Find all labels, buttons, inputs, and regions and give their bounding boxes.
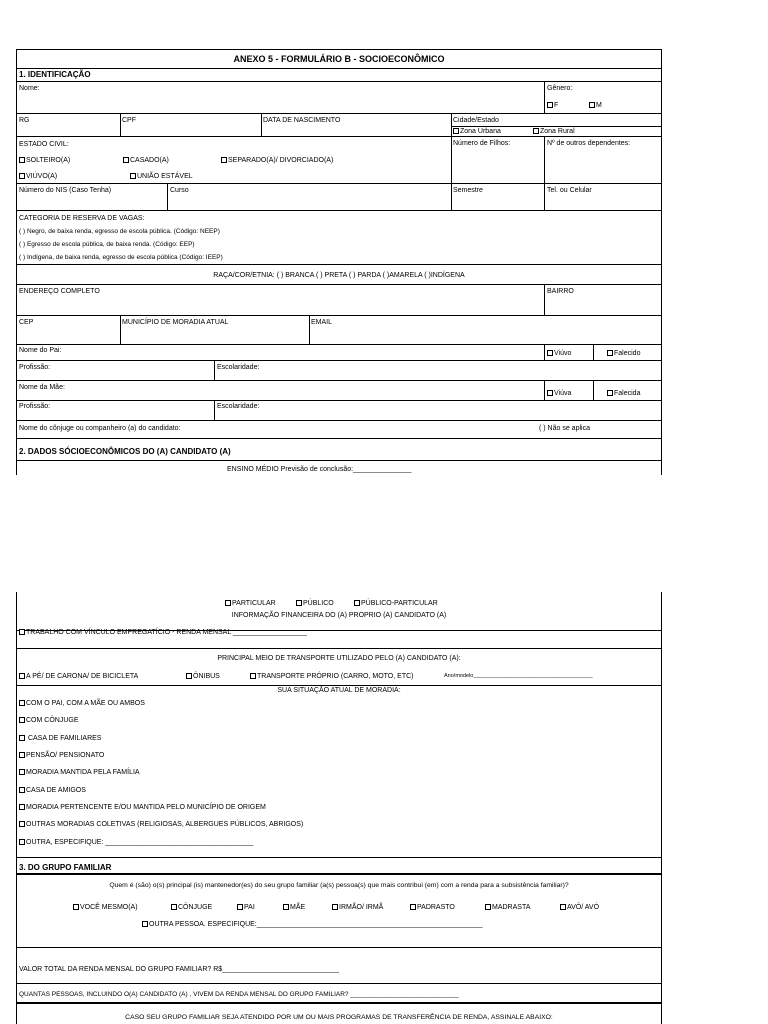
separado-option[interactable]: SEPARADO(A)/ DIVORCIADO(A) [221,156,333,165]
particular-option[interactable]: PARTICULAR [225,599,276,608]
checkbox-icon[interactable] [19,787,25,793]
checkbox-icon[interactable] [19,717,25,723]
raca-row [17,265,661,285]
pai-profissao-row [17,361,661,381]
moradia-heading: SUA SITUAÇÃO ATUAL DE MORADIA: [277,687,401,694]
cidade-estado-label: Cidade/Estado [453,117,499,124]
moradia-option-pais[interactable]: COM O PAI, COM A MÃE OU AMBOS [19,699,145,708]
checkbox-icon[interactable] [19,804,25,810]
programas-transferencia-heading: CASO SEU GRUPO FAMILIAR SEJA ATENDIDO POR UM OU MAIS PROGRAMAS DE TRANSFERÊNCIA DE RENDA, ASSINALE ABAIXO: [125,1014,553,1021]
checkbox-icon[interactable] [19,673,25,679]
estado-civil-label: ESTADO CIVIL: [19,141,69,148]
num-filhos-label: Número de Filhos: [453,140,511,147]
checkbox-icon[interactable] [130,173,136,179]
checkbox-icon[interactable] [547,350,553,356]
conjuge-label: Nome do cônjuge ou companheiro (a) do candidato: [19,425,181,432]
cep-label: CEP [19,319,34,326]
ensino-medio-conclusao: ENSINO MÉDIO Previsão de conclusão:_______________ [227,466,412,473]
pai-label: Nome do Pai: [19,347,62,354]
checkbox-icon[interactable] [123,157,129,163]
section-2-heading-row [17,439,661,461]
genero-label: Gênero: [547,85,573,92]
nis-label: Número do NIS (Caso Tenha) [19,187,112,194]
checkbox-icon[interactable] [186,673,192,679]
renda-total-row [17,948,661,984]
mae-escolaridade-label: Escolaridade: [217,403,260,410]
checkbox-icon[interactable] [533,128,539,134]
pessoas-field[interactable]: QUANTAS PESSOAS, INCLUINDO O(A) CANDIDATO (A) , VIVEM DA RENDA MENSAL DO GRUPO FAMILIAR? ______________________________ [19,991,459,998]
checkbox-icon[interactable] [332,904,338,910]
checkbox-icon[interactable] [547,390,553,396]
zona-urbana-option[interactable]: Zona Urbana [453,127,501,136]
curso-label: Curso [170,187,189,194]
renda-total-field[interactable]: VALOR TOTAL DA RENDA MENSAL DO GRUPO FAMILIAR? R$______________________________ [19,966,339,973]
pai-falecido-option[interactable]: Falecido [607,349,640,358]
solteiro-option[interactable]: SOLTEIRO(A) [19,156,70,165]
conjuge-row [17,421,661,439]
genero-m-option[interactable]: M [589,101,602,110]
onibus-option[interactable]: ÔNIBUS [186,672,220,681]
moradia-option-outra[interactable]: OUTRA, ESPECIFIQUE: ______________________________________ [19,838,253,847]
municipio-label: MUNICÍPIO DE MORADIA ATUAL [122,319,229,326]
ano-modelo-field[interactable]: Ano/modelo_______________________________________ [444,673,593,679]
moradia-row [17,686,661,858]
mantenedor-irmao[interactable]: IRMÃO/ IRMÃ [332,903,383,912]
viuvo-option[interactable]: VIÚVO(A) [19,172,57,181]
documentos-row [17,114,661,137]
mantenedor-pai[interactable]: PAI [237,903,255,912]
pai-profissao-label: Profissão: [19,364,51,371]
nascimento-label: DATA DE NASCIMENTO [263,117,341,124]
checkbox-icon[interactable] [19,157,25,163]
bairro-label: BAIRRO [547,288,574,295]
moradia-option-familiares[interactable]: CASA DE FAMILIARES [19,734,101,743]
checkbox-icon[interactable] [237,904,243,910]
cpf-label: CPF [122,117,136,124]
form-page-1 [16,49,662,475]
nome-row [17,82,661,114]
nis-curso-row [17,184,661,211]
mantenedor-avo[interactable]: AVÔ/ AVÓ [560,903,599,912]
mae-falecida-option[interactable]: Falecida [607,389,640,398]
mae-viuva-option[interactable]: Viúva [547,389,571,398]
trabalho-vinculo-option[interactable]: TRABALHO COM VÍNCULO EMPREGATÍCIO - RENDA MENSAL ___________________ [19,628,307,637]
telefone-label: Tel. ou Celular [547,187,592,194]
section-3-heading: 3. DO GRUPO FAMILIAR [19,863,112,872]
checkbox-icon[interactable] [485,904,491,910]
informacao-financeira-heading: INFORMAÇÃO FINANCEIRA DO (A) PROPRIO (A) CANDIDATO (A) [231,612,447,619]
mantenedor-madrasta[interactable]: MADRASTA [485,903,530,912]
genero-f-option[interactable]: F [547,101,558,110]
checkbox-icon[interactable] [453,128,459,134]
raca-cor-etnia[interactable]: RAÇA/COR/ETNIA: ( ) BRANCA ( ) PRETA ( ) PARDA ( )AMARELA ( )INDÍGENA [213,272,465,279]
checkbox-icon[interactable] [19,700,25,706]
transporte-proprio-option[interactable]: TRANSPORTE PRÓPRIO (CARRO, MOTO, ETC) [250,672,413,681]
mantenedor-question: Quem é (são) o(s) principal (is) mantenedor(es) do seu grupo familiar (a(s) pessoa(s) que mais contribui (em) com a renda para a subsistência familiar)? [109,882,569,889]
form-page-2 [16,592,662,1024]
categoria-ieep[interactable]: ( ) Indígena, de baixa renda, egresso de escola pública (Código: IEEP) [19,254,223,261]
moradia-option-municipio[interactable]: MORADIA PERTENCENTE E/OU MANTIDA PELO MUNICÍPIO DE ORIGEM [19,803,266,812]
mantenedor-row [17,875,661,948]
section-3-heading-row [17,858,661,875]
pai-row [17,345,661,361]
mantenedor-voce[interactable]: VOCÊ MESMO(A) [73,903,138,912]
semestre-label: Semestre [453,187,483,194]
rg-label: RG [19,117,30,124]
nome-label: Nome: [19,85,40,92]
outros-dependentes-label: Nº de outros dependentes: [547,140,631,147]
escola-renda-row [17,592,661,636]
checkbox-icon[interactable] [589,102,595,108]
cep-row [17,316,661,345]
categoria-neep[interactable]: ( ) Negro, de baixa renda, egresso de escola pública. (Código: NEEP) [19,228,220,235]
checkbox-icon[interactable] [354,600,360,606]
checkbox-icon[interactable] [410,904,416,910]
estado-civil-row [17,137,661,184]
section-1-heading: 1. IDENTIFICAÇÃO [19,70,91,79]
checkbox-icon[interactable] [221,157,227,163]
mantenedor-outra-pessoa[interactable]: OUTRA PESSOA. ESPECIFIQUE:__________________________________________________________ [142,920,483,929]
email-label: EMAIL [311,319,333,326]
endereco-label: ENDEREÇO COMPLETO [19,288,100,295]
section-1-heading-row [17,69,661,82]
checkbox-icon[interactable] [19,769,25,775]
checkbox-icon[interactable] [250,673,256,679]
checkbox-icon[interactable] [296,600,302,606]
checkbox-icon[interactable] [607,350,613,356]
endereco-row [17,285,661,316]
checkbox-icon[interactable] [19,629,25,635]
mae-profissao-label: Profissão: [19,403,51,410]
checkbox-icon[interactable] [171,904,177,910]
checkbox-icon[interactable] [73,904,79,910]
checkbox-icon[interactable] [607,390,613,396]
title-row [17,50,661,69]
publico-particular-option[interactable]: PÚBLICO-PARTICULAR [354,599,438,608]
moradia-option-conjuge[interactable]: COM CÔNJUGE [19,716,79,725]
mae-profissao-row [17,401,661,421]
categoria-row [17,211,661,265]
checkbox-icon[interactable] [19,821,25,827]
mae-label: Nome da Mãe: [19,384,65,391]
checkbox-icon[interactable] [19,173,25,179]
moradia-option-familia[interactable]: MORADIA MANTIDA PELA FAMÍLIA [19,768,140,777]
mantenedor-padrasto[interactable]: PADRASTO [410,903,455,912]
checkbox-icon[interactable] [560,904,566,910]
checkbox-icon[interactable] [19,752,25,758]
moradia-option-coletivas[interactable]: OUTRAS MORADIAS COLETIVAS (RELIGIOSAS, ALBERGUES PÚBLICOS, ABRIGOS) [19,820,303,829]
mantenedor-mae[interactable]: MÃE [283,903,305,912]
form-title: ANEXO 5 - FORMULÁRIO B - SOCIOECONÔMICO [233,54,445,64]
categoria-eep[interactable]: ( ) Egresso de escola pública, de baixa renda. (Código: EEP) [19,241,195,248]
checkbox-icon[interactable] [142,921,148,927]
pai-escolaridade-label: Escolaridade: [217,364,260,371]
transporte-row [17,648,661,686]
pessoas-row [17,984,661,1004]
publico-option[interactable]: PÚBLICO [296,599,334,608]
checkbox-icon[interactable] [225,600,231,606]
checkbox-icon[interactable] [19,839,25,845]
pai-viuvo-option[interactable]: Viúvo [547,349,571,358]
moradia-option-amigos[interactable]: CASA DE AMIGOS [19,786,86,795]
transporte-heading: PRINCIPAL MEIO DE TRANSPORTE UTILIZADO PELO (A) CANDIDATO (A): [217,655,461,662]
section-2-heading: 2. DADOS SÓCIOECONÔMICOS DO (A) CANDIDATO (A) [19,447,231,456]
uniao-estavel-option[interactable]: UNIÃO ESTÁVEL [130,172,193,181]
mantenedor-conjuge[interactable]: CÔNJUGE [171,903,212,912]
categoria-label: CATEGORIA DE RESERVA DE VAGAS: [19,215,145,222]
checkbox-icon[interactable] [547,102,553,108]
mae-row [17,381,661,401]
moradia-option-pensao[interactable]: PENSÃO/ PENSIONATO [19,751,104,760]
nao-se-aplica-option[interactable]: ( ) Não se aplica [539,425,590,432]
checkbox-icon[interactable] [283,904,289,910]
casado-option[interactable]: CASADO(A) [123,156,169,165]
ape-carona-option[interactable]: A PÉ/ DE CARONA/ DE BICICLETA [19,672,138,681]
zona-rural-option[interactable]: Zona Rural [533,127,575,136]
checkbox-icon[interactable] [19,735,25,741]
